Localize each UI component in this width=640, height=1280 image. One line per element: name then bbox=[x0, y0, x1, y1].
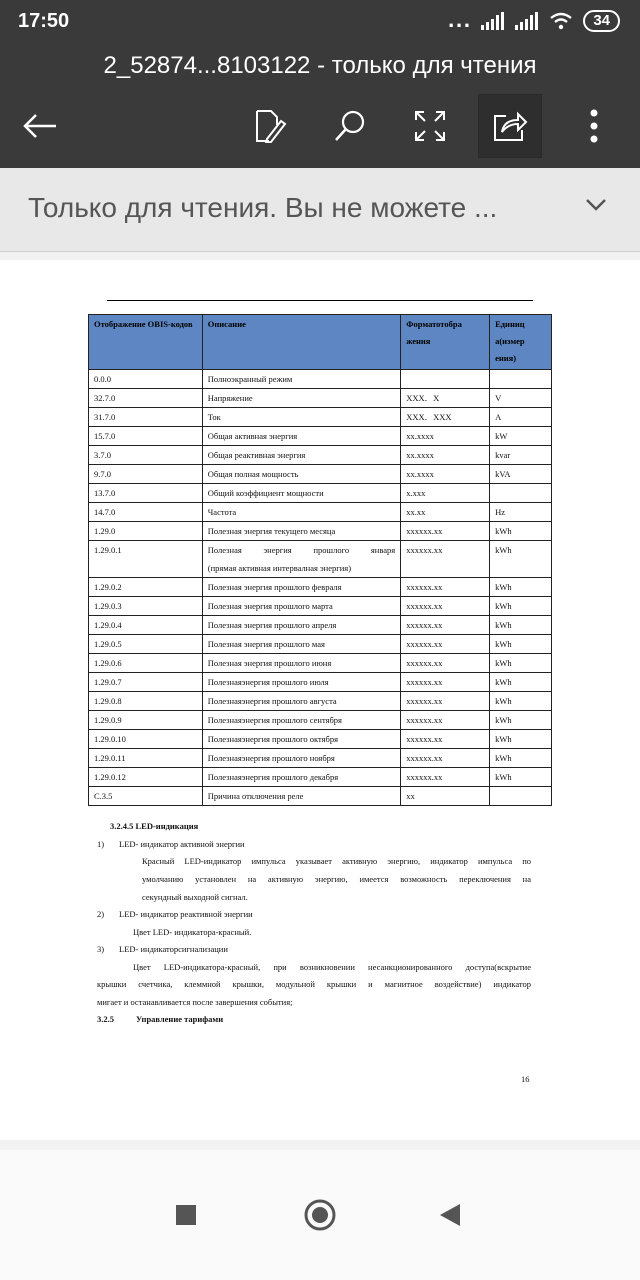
more-vertical-icon bbox=[589, 109, 599, 143]
table-row bbox=[89, 730, 552, 749]
app-bar bbox=[0, 44, 640, 168]
description-cell: Полезная энергия прошлого марта bbox=[202, 597, 400, 616]
unit-cell bbox=[490, 787, 552, 806]
list-number: 2) bbox=[97, 909, 105, 919]
format-cell: xxxxxx.xx bbox=[401, 749, 490, 768]
obis-code-cell: 1.29.0.10 bbox=[89, 730, 203, 749]
table-body bbox=[89, 370, 552, 806]
obis-code-cell: 32.7.0 bbox=[89, 389, 203, 408]
obis-code-cell: C.3.5 bbox=[89, 787, 203, 806]
table-row bbox=[89, 654, 552, 673]
search-icon bbox=[333, 109, 367, 143]
header-format: Форматотобра жения bbox=[401, 315, 490, 370]
format-cell: xxxxxx.xx bbox=[401, 692, 490, 711]
section-heading-tariff: Управление тарифами bbox=[136, 1014, 224, 1024]
format-cell: xx.xx bbox=[401, 503, 490, 522]
document-title: 2_52874...8103122 - только для чтения bbox=[103, 52, 537, 79]
unit-cell: kWh bbox=[490, 541, 552, 578]
table-row bbox=[89, 503, 552, 522]
obis-code-cell: 1.29.0.3 bbox=[89, 597, 203, 616]
table-row bbox=[89, 635, 552, 654]
item-title: LED- индикатор реактивной энергии bbox=[119, 909, 253, 919]
description-cell: Полезнаяэнергия прошлого июля bbox=[202, 673, 400, 692]
table-row bbox=[89, 389, 552, 408]
table-row bbox=[89, 484, 552, 503]
unit-cell: kWh bbox=[490, 597, 552, 616]
table-row bbox=[89, 711, 552, 730]
unit-cell: kWh bbox=[490, 654, 552, 673]
description-cell: Общая полная мощность bbox=[202, 465, 400, 484]
unit-cell: kWh bbox=[490, 578, 552, 597]
description-cell bbox=[202, 541, 400, 578]
unit-cell: kWh bbox=[490, 522, 552, 541]
format-cell: xxxxxx.xx bbox=[401, 541, 490, 578]
table-row bbox=[89, 522, 552, 541]
description-cell: Полезнаяэнергия прошлого декабря bbox=[202, 768, 400, 787]
paragraph-line: секундный выходной сигнал. bbox=[142, 892, 248, 902]
unit-cell: kWh bbox=[490, 730, 552, 749]
description-cell: Полезная энергия прошлого мая bbox=[202, 635, 400, 654]
obis-code-cell: 1.29.0.4 bbox=[89, 616, 203, 635]
header-description: Описание bbox=[202, 315, 400, 370]
obis-code-cell: 13.7.0 bbox=[89, 484, 203, 503]
page-number: 16 bbox=[521, 1074, 530, 1084]
unit-cell: kW bbox=[490, 427, 552, 446]
section-number-tariff: 3.2.5 bbox=[97, 1014, 114, 1024]
fullscreen-icon bbox=[413, 109, 447, 143]
edit-document-icon bbox=[253, 109, 287, 143]
paragraph-line: Цвет LED- индикатора-красный. bbox=[133, 927, 252, 937]
format-cell: xxxxxx.xx bbox=[401, 768, 490, 787]
description-cell: Полноэкранный режим bbox=[202, 370, 400, 389]
recents-square-icon bbox=[174, 1203, 198, 1227]
unit-cell bbox=[490, 370, 552, 389]
obis-code-cell: 1.29.0.6 bbox=[89, 654, 203, 673]
unit-cell: kWh bbox=[490, 635, 552, 654]
more-dots-icon: ... bbox=[447, 10, 472, 32]
home-circle-icon bbox=[303, 1198, 337, 1232]
obis-code-cell: 0.0.0 bbox=[89, 370, 203, 389]
unit-cell: A bbox=[490, 408, 552, 427]
item-title: LED- индикаторсигнализации bbox=[119, 944, 228, 954]
read-only-message: Только для чтения. Вы не можете ... bbox=[28, 192, 498, 223]
table-row bbox=[89, 446, 552, 465]
format-cell: xxxxxx.xx bbox=[401, 635, 490, 654]
paragraph-line: умолчанию установлен на активную энергию, имеется возможность переключения на bbox=[142, 874, 531, 884]
table-row bbox=[89, 692, 552, 711]
format-cell: xxxxxx.xx bbox=[401, 616, 490, 635]
table-row bbox=[89, 408, 552, 427]
description-cell: Полезная энергия текущего месяца bbox=[202, 522, 400, 541]
description-cell: Полезнаяэнергия прошлого октября bbox=[202, 730, 400, 749]
header-obis: Отображение OBIS-кодов bbox=[89, 315, 203, 370]
table-row bbox=[89, 749, 552, 768]
status-time: 17:50 bbox=[18, 10, 70, 32]
back-button[interactable] bbox=[8, 94, 72, 158]
unit-cell: kWh bbox=[490, 749, 552, 768]
obis-code-cell: 14.7.0 bbox=[89, 503, 203, 522]
table-row bbox=[89, 673, 552, 692]
item-title: LED- индикатор активной энергии bbox=[119, 839, 245, 849]
unit-cell: kWh bbox=[490, 692, 552, 711]
back-triangle-icon bbox=[438, 1202, 462, 1228]
obis-code-cell: 1.29.0.2 bbox=[89, 578, 203, 597]
recents-button[interactable] bbox=[156, 1185, 216, 1245]
format-cell: xxxxxx.xx bbox=[401, 730, 490, 749]
status-bar bbox=[0, 0, 640, 44]
search-button[interactable] bbox=[318, 94, 382, 158]
more-options-button[interactable] bbox=[562, 94, 626, 158]
table-row bbox=[89, 787, 552, 806]
format-cell: x.xxx bbox=[401, 484, 490, 503]
table-row bbox=[89, 768, 552, 787]
description-cell: Полезнаяэнергия прошлого сентября bbox=[202, 711, 400, 730]
obis-code-cell: 3.7.0 bbox=[89, 446, 203, 465]
edit-button[interactable] bbox=[238, 94, 302, 158]
unit-cell: kWh bbox=[490, 711, 552, 730]
table-row bbox=[89, 465, 552, 484]
description-cell: Полезная энергия прошлого февраля bbox=[202, 578, 400, 597]
obis-code-cell: 1.29.0 bbox=[89, 522, 203, 541]
paragraph-line: Красный LED-индикатор импульса указывает активную энергию, индикатор импульса по bbox=[142, 856, 531, 866]
format-cell: XXX．XXX bbox=[401, 408, 490, 427]
description-cell: Общая активная энергия bbox=[202, 427, 400, 446]
wifi-icon bbox=[549, 12, 573, 30]
unit-cell: Hz bbox=[490, 503, 552, 522]
obis-code-cell: 1.29.0.5 bbox=[89, 635, 203, 654]
obis-code-cell: 1.29.0.1 bbox=[89, 541, 203, 578]
format-cell: xxxxxx.xx bbox=[401, 578, 490, 597]
signal-icon-2 bbox=[515, 12, 539, 30]
unit-cell: kvar bbox=[490, 446, 552, 465]
format-cell: xxxxxx.xx bbox=[401, 654, 490, 673]
table-row bbox=[89, 541, 552, 578]
unit-cell: V bbox=[490, 389, 552, 408]
format-cell: xx.xxxx bbox=[401, 465, 490, 484]
description-cell: Ток bbox=[202, 408, 400, 427]
unit-cell: kWh bbox=[490, 616, 552, 635]
header-unit: Единиц а(измер ения) bbox=[490, 315, 552, 370]
share-icon bbox=[492, 110, 528, 142]
read-only-banner[interactable] bbox=[0, 168, 640, 252]
table-row bbox=[89, 427, 552, 446]
chevron-down-icon[interactable] bbox=[584, 196, 608, 216]
format-cell: xx bbox=[401, 787, 490, 806]
list-number: 1) bbox=[97, 839, 105, 849]
obis-code-cell: 9.7.0 bbox=[89, 465, 203, 484]
unit-cell: kVA bbox=[490, 465, 552, 484]
back-nav-button[interactable] bbox=[420, 1185, 480, 1245]
document-page[interactable] bbox=[0, 260, 640, 1140]
header-rule bbox=[107, 300, 533, 301]
obis-code-cell: 1.29.0.9 bbox=[89, 711, 203, 730]
obis-table bbox=[88, 314, 552, 806]
format-cell: xx.xxxx bbox=[401, 427, 490, 446]
format-cell: xx.xxxx bbox=[401, 446, 490, 465]
obis-code-cell: 1.29.0.8 bbox=[89, 692, 203, 711]
unit-cell bbox=[490, 484, 552, 503]
format-cell: xxxxxx.xx bbox=[401, 522, 490, 541]
obis-code-cell: 15.7.0 bbox=[89, 427, 203, 446]
share-button[interactable] bbox=[478, 94, 542, 158]
paragraph-line: мигает и останавливается после завершения события; bbox=[97, 997, 293, 1007]
obis-code-cell: 31.7.0 bbox=[89, 408, 203, 427]
unit-cell: kWh bbox=[490, 673, 552, 692]
description-cell: Напряжение bbox=[202, 389, 400, 408]
back-arrow-icon bbox=[22, 112, 58, 140]
table-row bbox=[89, 370, 552, 389]
description-cell: Полезная энергия прошлого июня bbox=[202, 654, 400, 673]
section-heading-led: 3.2.4.5 LED-индикация bbox=[110, 821, 199, 831]
battery-indicator: 34 bbox=[583, 10, 620, 32]
fullscreen-button[interactable] bbox=[398, 94, 462, 158]
description-line: Полезная энергия прошлого января bbox=[207, 545, 396, 555]
description-cell: Причина отключения реле bbox=[202, 787, 400, 806]
home-button[interactable] bbox=[290, 1185, 350, 1245]
obis-code-cell: 1.29.0.7 bbox=[89, 673, 203, 692]
signal-icon bbox=[481, 12, 505, 30]
system-nav-bar bbox=[0, 1150, 640, 1280]
format-cell: xxxxxx.xx bbox=[401, 597, 490, 616]
obis-code-cell: 1.29.0.12 bbox=[89, 768, 203, 787]
description-line: (прямая активная интервалная энергия) bbox=[207, 563, 352, 573]
description-cell: Частота bbox=[202, 503, 400, 522]
format-cell: xxxxxx.xx bbox=[401, 711, 490, 730]
format-cell: xxxxxx.xx bbox=[401, 673, 490, 692]
unit-cell: kWh bbox=[490, 768, 552, 787]
description-cell: Общий коэффициент мощности bbox=[202, 484, 400, 503]
obis-code-cell: 1.29.0.11 bbox=[89, 749, 203, 768]
description-cell: Общая реактивная энергия bbox=[202, 446, 400, 465]
table-header-row bbox=[89, 315, 552, 370]
description-cell: Полезнаяэнергия прошлого ноября bbox=[202, 749, 400, 768]
description-cell: Полезная энергия прошлого апреля bbox=[202, 616, 400, 635]
table-row bbox=[89, 616, 552, 635]
description-cell: Полезнаяэнергия прошлого августа bbox=[202, 692, 400, 711]
table-row bbox=[89, 578, 552, 597]
format-cell: XXX．X bbox=[401, 389, 490, 408]
paragraph-line: Цвет LED-индикатора-красный, при возникновении несанкционированного доступа(вскрытие bbox=[133, 962, 531, 972]
table-row bbox=[89, 597, 552, 616]
format-cell bbox=[401, 370, 490, 389]
list-number: 3) bbox=[97, 944, 105, 954]
paragraph-line: крышки счетчика, клеммной крышки, модульной крышки и магнитное воздействие) индикатор bbox=[97, 979, 531, 989]
